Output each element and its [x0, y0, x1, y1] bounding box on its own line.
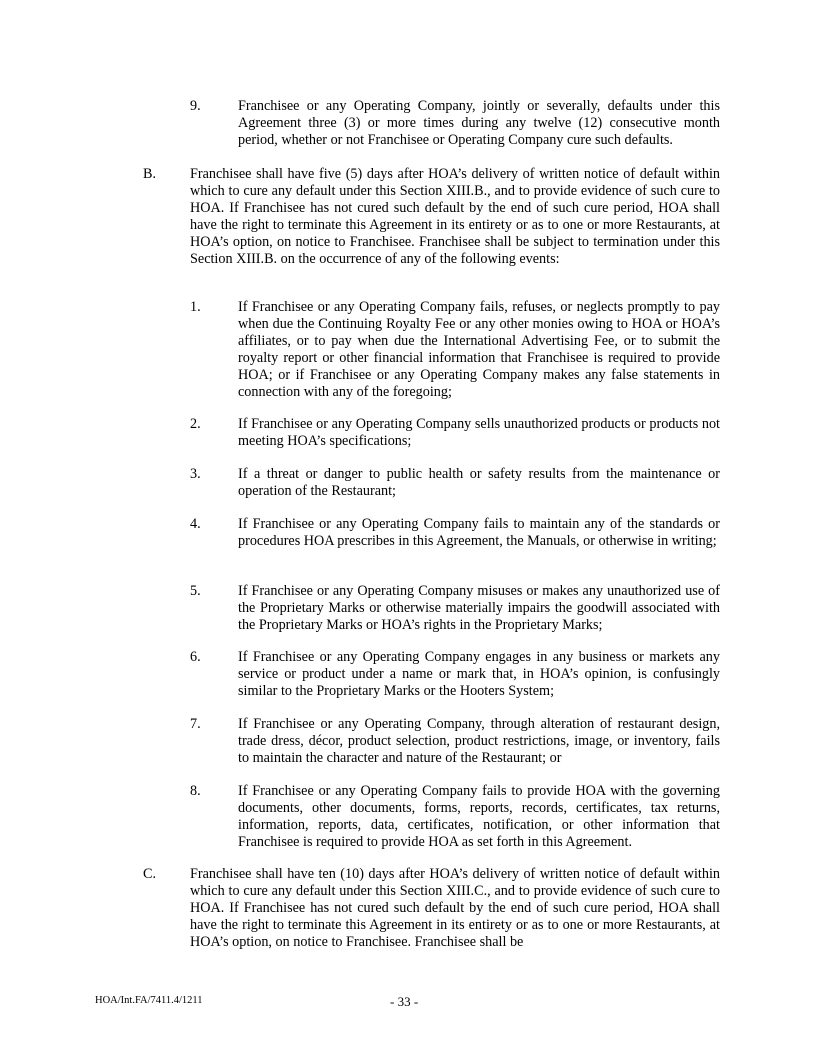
clause-number: 2. — [190, 416, 201, 432]
clause-text: If Franchisee or any Operating Company, through alteration of restaurant design, trade dress, décor, product selection, product restrictions, image, or inventory, fails to maintain the character and nature of the Restaurant; or — [238, 716, 720, 767]
clause-number: 4. — [190, 516, 201, 532]
clause-b-6 — [190, 649, 720, 700]
clause-text: If Franchisee or any Operating Company engages in any business or markets any service or product under a name or mark that, in HOA’s opinion, is confusingly similar to the Proprietary Marks or the Hooters System; — [238, 649, 720, 700]
section-b — [143, 166, 720, 269]
clause-number: 1. — [190, 299, 201, 315]
clause-text: If Franchisee or any Operating Company fails, refuses, or neglects promptly to pay when due the Continuing Royalty Fee or any other monies owing to HOA or HOA’s affiliates, or to pay when due the International Advertising Fee, or to submit the royalty report or other financial information that Franchisee is required to provide HOA; or if Franchisee or any Operating Company makes any false statements in connection with any of the foregoing; — [238, 299, 720, 401]
section-text: Franchisee shall have ten (10) days after HOA’s delivery of written notice of default within which to cure any default under this Section XIII.C., and to provide evidence of such cure to HOA. If Franchisee has not cured such default by the end of such cure period, HOA shall have the right to terminate this Agreement in its entirety or as to one or more Restaurants, at HOA’s option, on notice to Franchisee. Franchisee shall be — [190, 866, 720, 951]
clause-number: 6. — [190, 649, 201, 665]
clause-text: If Franchisee or any Operating Company misuses or makes any unauthorized use of the Proprietary Marks or otherwise materially impairs the goodwill associated with the Proprietary Marks or HOA’s rights in the Proprietary Marks; — [238, 583, 720, 634]
clause-b-3 — [190, 466, 720, 500]
footer-page-number: - 33 - — [390, 994, 419, 1009]
clause-text: If Franchisee or any Operating Company fails to maintain any of the standards or procedures HOA prescribes in this Agreement, the Manuals, or otherwise in writing; — [238, 516, 720, 550]
section-c — [143, 866, 720, 951]
clause-b-2 — [190, 416, 720, 450]
section-text: Franchisee shall have five (5) days after HOA’s delivery of written notice of default within which to cure any default under this Section XIII.B., and to provide evidence of such cure to HOA. If Franchisee has not cured such default by the end of such cure period, HOA shall have the right to terminate this Agreement in its entirety or as to one or more Restaurants, at HOA’s option, on notice to Franchisee. Franchisee shall be subject to termination under this Section XIII.B. on the occurrence of any of the following events: — [190, 166, 720, 268]
clause-text: If Franchisee or any Operating Company fails to provide HOA with the governing documents, other documents, forms, reports, records, certificates, tax returns, information, reports, data, certificates, notification, or other information that Franchisee is required to provide HOA as set forth in this Agreement. — [238, 783, 720, 851]
footer-document-id: HOA/Int.FA/7411.4/1211 — [95, 995, 203, 1006]
section-letter: C. — [143, 866, 157, 882]
clause-number: 5. — [190, 583, 201, 599]
clause-text: Franchisee or any Operating Company, jointly or severally, defaults under this Agreement three (3) or more times during any twelve (12) consecutive month period, whether or not Franchisee or Operating Company cure such defaults. — [238, 98, 720, 149]
clause-a-9 — [190, 98, 720, 149]
clause-text: If a threat or danger to public health or safety results from the maintenance or operation of the Restaurant; — [238, 466, 720, 500]
clause-number: 3. — [190, 466, 201, 482]
clause-b-8 — [190, 783, 720, 851]
clause-b-5 — [190, 583, 720, 634]
clause-b-7 — [190, 716, 720, 767]
clause-number: 9. — [190, 98, 201, 114]
clause-b-1 — [190, 299, 720, 402]
clause-b-4 — [190, 516, 720, 550]
clause-text: If Franchisee or any Operating Company sells unauthorized products or products not meeting HOA’s specifications; — [238, 416, 720, 450]
section-letter: B. — [143, 166, 157, 182]
clause-number: 7. — [190, 716, 201, 732]
clause-number: 8. — [190, 783, 201, 799]
